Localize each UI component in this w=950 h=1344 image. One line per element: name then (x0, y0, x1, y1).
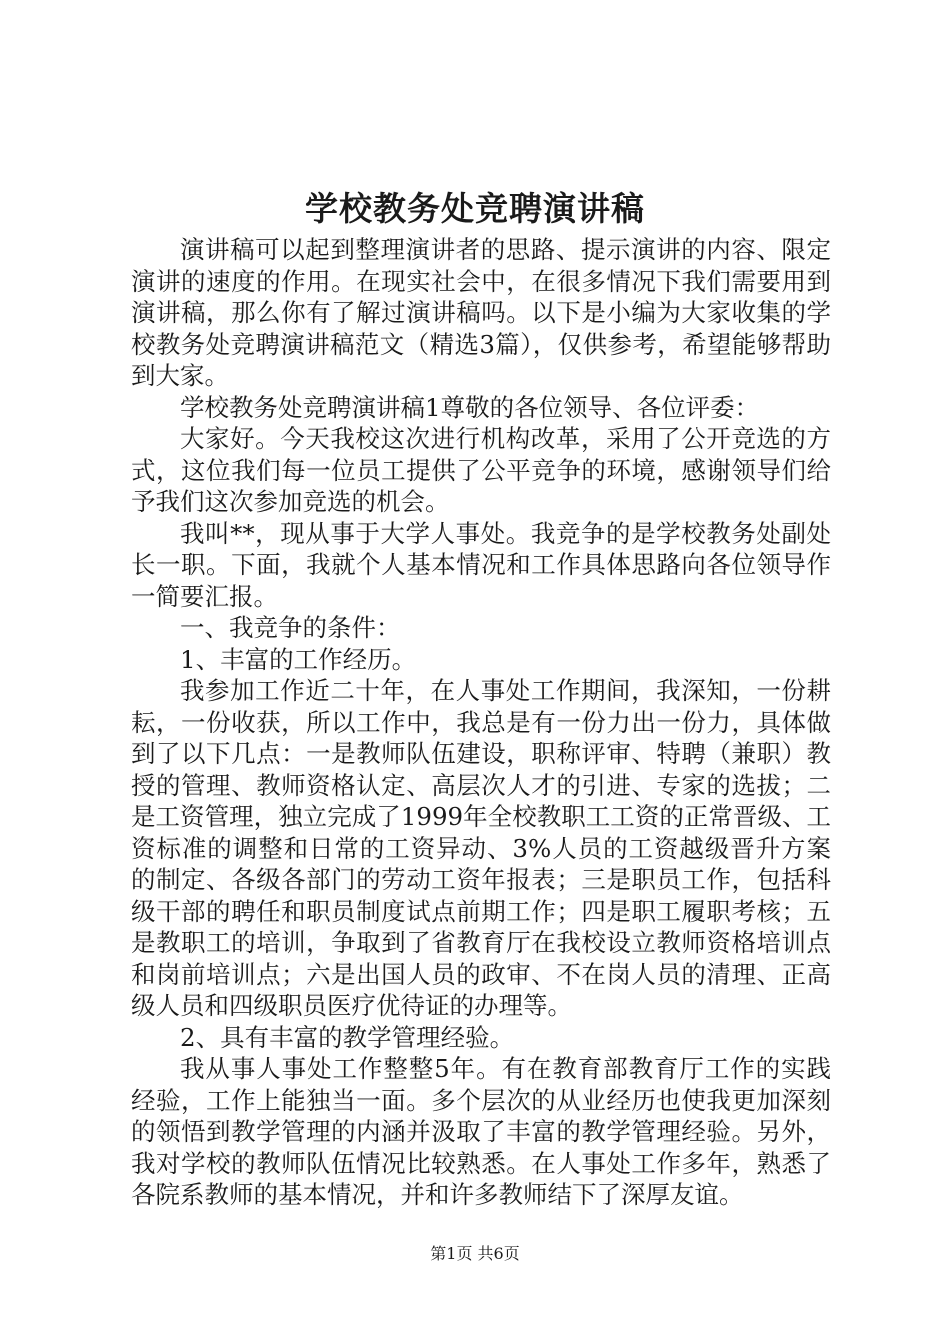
paragraph: 大家好。今天我校这次进行机构改革，采用了公开竞选的方式，这位我们每一位员工提供了公平竞争的环境，感谢领导们给予我们这次参加竞选的机会。 (131, 424, 831, 516)
paragraph: 学校教务处竞聘演讲稿1尊敬的各位领导、各位评委： (180, 392, 760, 422)
paragraph: 1、丰富的工作经历。 (180, 644, 417, 674)
paragraph: 演讲稿可以起到整理演讲者的思路、提示演讲的内容、限定演讲的速度的作用。在现实社会中，在很多情况下我们需要用到演讲稿，那么你有了解过演讲稿吗。以下是小编为大家收集的学校教务处竞聘演讲稿范文（精选3篇），仅供参考，希望能够帮助到大家。 (131, 235, 831, 390)
paragraph: 我从事人事处工作整整5年。有在教育部教育厅工作的实践经验，工作上能独当一面。多个层次的从业经历也使我更加深刻的领悟到教学管理的内涵并汲取了丰富的教学管理经验。另外，我对学校的教师队伍情况比较熟悉。在人事处工作多年，熟悉了各院系教师的基本情况，并和许多教师结下了深厚友谊。 (131, 1054, 831, 1209)
document-body (131, 234, 831, 1211)
paragraph: 我参加工作近二十年，在人事处工作期间，我深知，一份耕耘，一份收获，所以工作中，我总是有一份力出一份力，具体做到了以下几点：一是教师队伍建设，职称评审、特聘（兼职）教授的管理、教师资格认定、高层次人才的引进、专家的选拔；二是工资管理，独立完成了1999年全校教职工工资的正常晋级、工资标准的调整和日常的工资异动、3%人员的工资越级晋升方案的制定、各级各部门的劳动工资年报表；三是职员工作，包括科级干部的聘任和职员制度试点前期工作；四是职工履职考核；五是教职工的培训，争取到了省教育厅在我校设立教师资格培训点和岗前培训点；六是出国人员的政审、不在岗人员的清理、正高级人员和四级职员医疗优待证的办理等。 (131, 676, 831, 1020)
paragraph: 我叫**，现从事于大学人事处。我竞争的是学校教务处副处长一职。下面，我就个人基本情况和工作具体思路向各位领导作一简要汇报。 (131, 518, 831, 611)
document-title: 学校教务处竞聘演讲稿 (305, 189, 645, 228)
page-footer: 第1页 共6页 (430, 1244, 520, 1263)
paragraph: 2、具有丰富的教学管理经验。 (180, 1022, 515, 1052)
paragraph: 一、我竞争的条件： (180, 613, 401, 642)
